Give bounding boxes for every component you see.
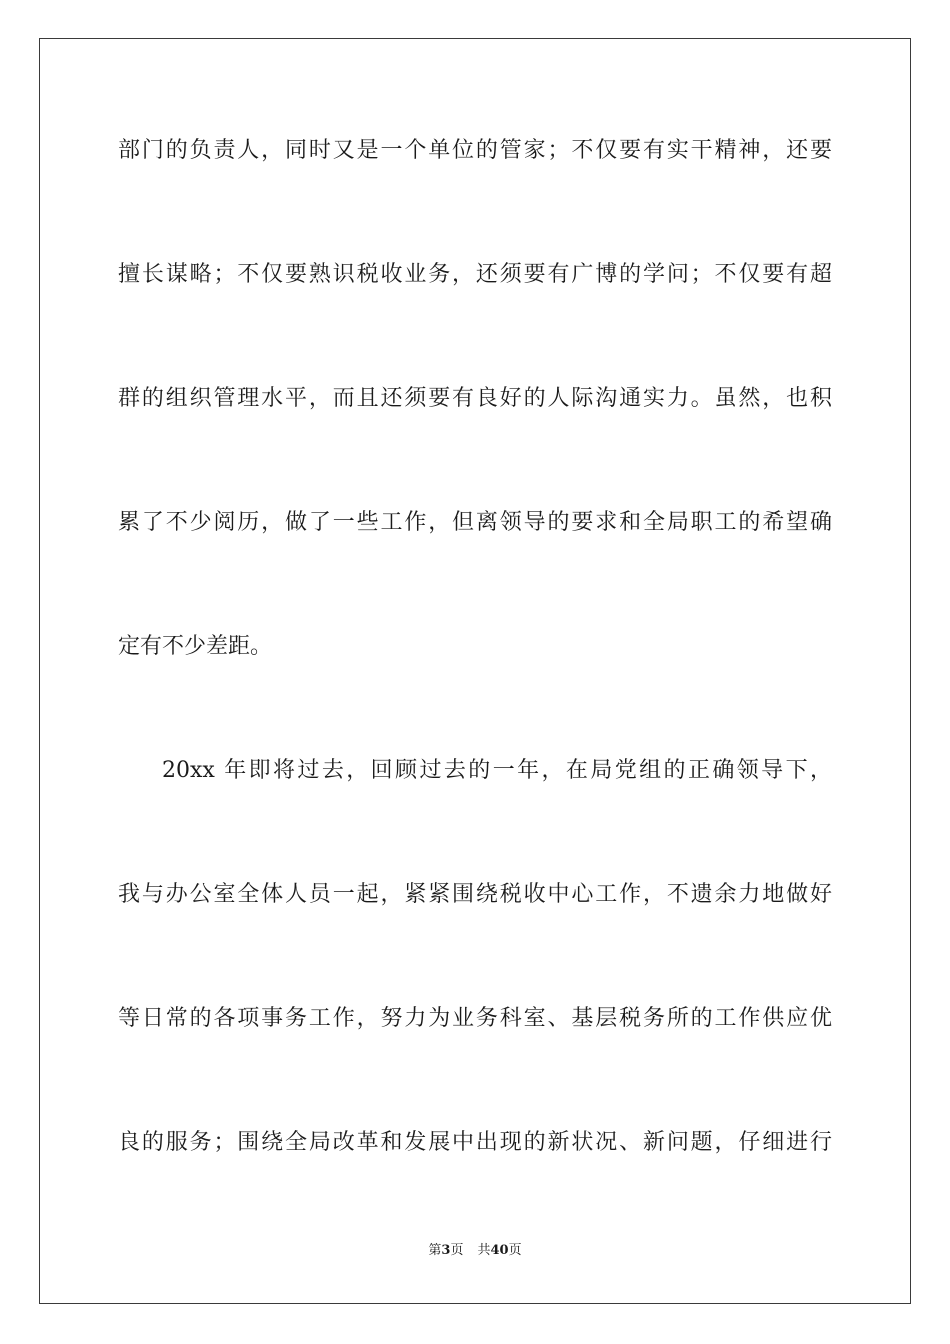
paragraph-line: 等日常的各项事务工作，努力为业务科室、基层税务所的工作供应优 [118,1006,832,1031]
total-prefix: 共 [477,1243,491,1258]
paragraph-line: 定有不少差距。 [118,634,273,659]
page-footer [0,1242,950,1260]
paragraph-line: 累了不少阅历，做了一些工作，但离领导的要求和全局职工的希望确 [118,510,832,535]
paragraph-line: 擅长谋略；不仅要熟识税收业务，还须要有广博的学问；不仅要有超 [118,262,832,287]
total-pages: 40 [490,1243,509,1258]
paragraph-line: 群的组织管理水平，而且还须要有良好的人际沟通实力。虽然，也积 [118,386,832,411]
paragraph-line: 部门的负责人，同时又是一个单位的管家；不仅要有实干精神，还要 [118,138,832,163]
page-number: 3 [441,1243,451,1258]
page-prefix: 第 [428,1243,442,1258]
total-suffix: 页 [508,1243,522,1258]
paragraph-line: 良的服务；围绕全局改革和发展中出现的新状况、新问题，仔细进行 [118,1130,832,1155]
page-border [39,38,911,1304]
page-suffix: 页 [450,1243,464,1258]
paragraph-line: 我与办公室全体人员一起，紧紧围绕税收中心工作，不遗余力地做好 [118,882,832,907]
paragraph-line: 20xx 年即将过去，回顾过去的一年，在局党组的正确领导下， [162,758,832,783]
